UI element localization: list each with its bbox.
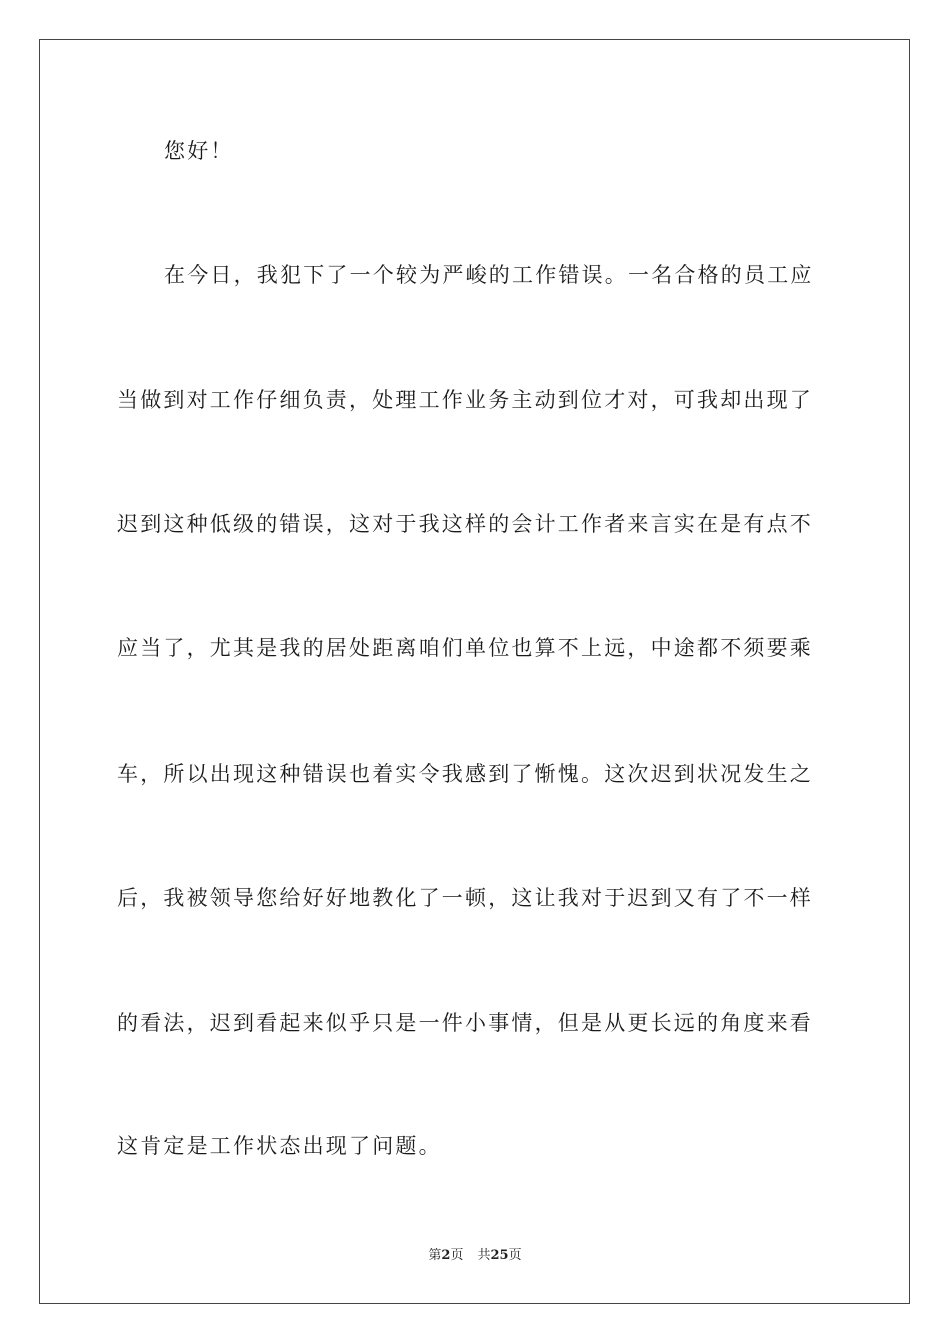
greeting-line: 您好！ (164, 139, 234, 163)
body-line-6: 后，我被领导您给好好地教化了一顿，这让我对于迟到又有了不一样 (117, 886, 813, 910)
body-line-2: 当做到对工作仔细负责，处理工作业务主动到位才对，可我却出现了 (117, 388, 813, 412)
total-suffix: 页 (508, 1248, 522, 1263)
page-frame (39, 39, 910, 1304)
body-line-4: 应当了，尤其是我的居处距离咱们单位也算不上远，中途都不须要乘 (117, 636, 813, 660)
total-pages: 25 (490, 1248, 509, 1263)
page-suffix: 页 (450, 1248, 464, 1263)
body-line-8: 这肯定是工作状态出现了问题。 (117, 1134, 442, 1158)
page-number: 2 (441, 1248, 451, 1263)
page-prefix: 第 (428, 1248, 442, 1263)
body-line-5: 车，所以出现这种错误也着实令我感到了惭愧。这次迟到状况发生之 (117, 762, 813, 786)
total-prefix: 共 (477, 1248, 491, 1263)
body-line-7: 的看法，迟到看起来似乎只是一件小事情，但是从更长远的角度来看 (117, 1011, 813, 1035)
page-footer (0, 1247, 950, 1265)
body-line-1: 在今日，我犯下了一个较为严峻的工作错误。一名合格的员工应 (164, 263, 814, 287)
body-line-3: 迟到这种低级的错误，这对于我这样的会计工作者来言实在是有点不 (117, 512, 813, 536)
